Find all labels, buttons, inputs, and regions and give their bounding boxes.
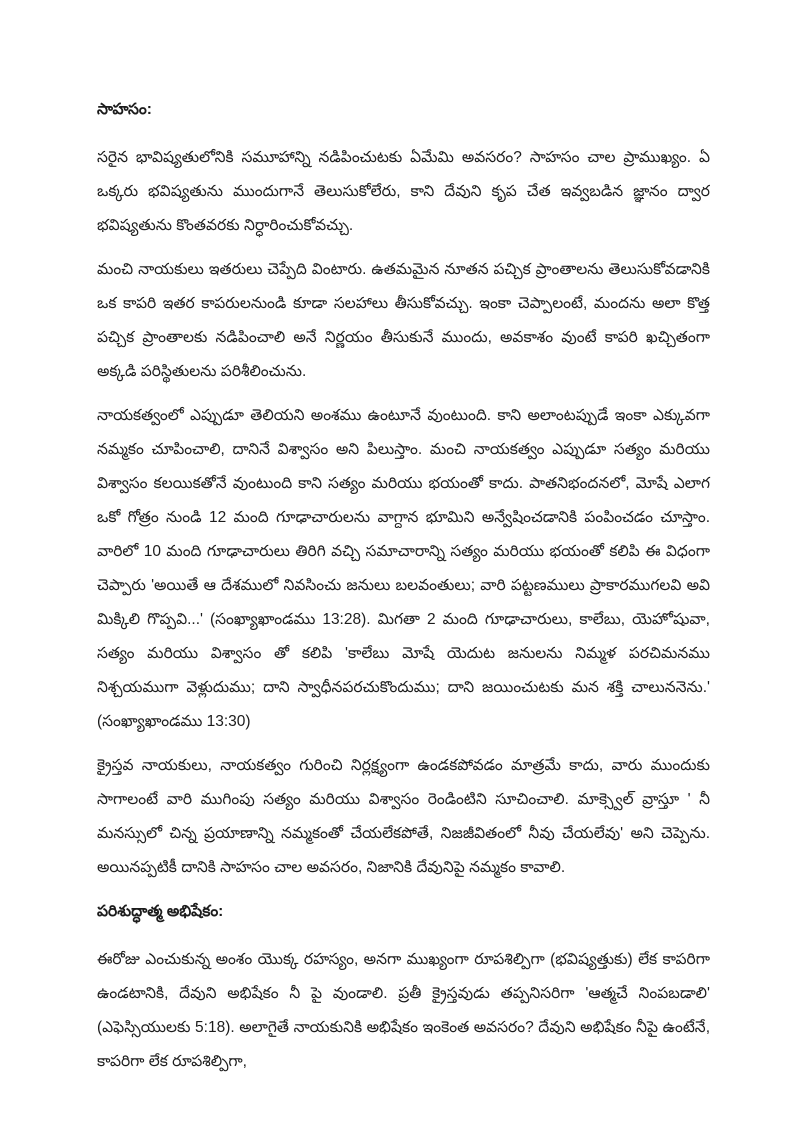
paragraph: క్రైస్తవ నాయకులు, నాయకత్వం గురించి నిర్లక్ష్యంగా ఉండకపోవడం మాత్రమే కాదు, వారు ముందుకు సాగాలంటే వారి ముగింపు సత్యం మరియు విశ్వాసం రెండింటిని సూచించాలి. మాక్స్వెల్ వ్రాస్తూ ' నీ మనస్సులో చిన్న ప్రయాణాన్ని నమ్మకంతో చేయలేకపోతే, నిజజీవితంలో నీవు చేయలేవు' అని చెప్పెను. అయినప్పటికీ దానికి సాహసం చాల అవసరం, నిజానికి దేవునిపై నమ్మకం కావాలి. [97, 757, 710, 876]
paragraph: మంచి నాయకులు ఇతరులు చెప్పేది వింటారు. ఉతమమైన నూతన పచ్చిక ప్రాంతాలను తెలుసుకోవడానికి ఒక కాపరి ఇతర కాపరులనుండి కూడా సలహాలు తీసుకోవచ్చు. ఇంకా చెప్పాలంటే, మందను అలా కొత్త పచ్చిక ప్రాంతాలకు నడిపించాలి అనే నిర్ణయం తీసుకునే ముందు, అవకాశం వుంటే కాపరి ఖచ్చితంగా అక్కడి పరిస్థితులను పరిశీలించును. [97, 261, 710, 380]
paragraph: సరైన భావిష్యతులోనికి సమూహాన్ని నడిపించుటకు ఏమేమి అవసరం? సాహసం చాల ప్రాముఖ్యం. ఏ ఒక్కరు భవిష్యతును ముందుగానే తెలుసుకోలేరు, కాని దేవుని కృప చేత ఇవ్వబడిన జ్ఞానం ద్వార భవిష్యతును కొంతవరకు నిర్ధారించుకోవచ్చు. [97, 149, 710, 234]
paragraph: ఈరోజు ఎంచుకున్న అంశం యొక్క రహస్యం, అనగా ముఖ్యంగా రూపశిల్పిగా (భవిష్యత్తుకు) లేక కాపరిగా ఉండటానికి, దేవుని అభిషేకం నీ పై వుండాలి. ప్రతీ క్రైస్తవుడు తప్పనిసరిగా 'ఆత్మచే నింపబడాలి' (ఎఫెస్సియులకు 5:18). అలాగైతే నాయకునికి అభిషేకం ఇంకెంత అవసరం? దేవుని అభిషేకం నీపై ఉంటేనే, కాపరిగా లేక రూపశిల్పిగా, [97, 951, 710, 1070]
section-heading-holy-spirit-anointing: పరిశుద్ధాత్మ అభిషేకం: [97, 903, 224, 920]
paragraph: నాయకత్వంలో ఎప్పుడూ తెలియని అంశము ఉంటూనే వుంటుంది. కాని అలాంటప్పుడే ఇంకా ఎక్కువగా నమ్మకం చూపించాలి, దానినే విశ్వాసం అని పిలుస్తాం. మంచి నాయకత్వం ఎప్పుడూ సత్యం మరియు విశ్వాసం కలయికతోనే వుంటుంది కాని సత్యం మరియు భయంతో కాదు. పాతనిభందనలో, మోషే ఎలాగ ఒకో గోత్రం నుండి 12 మంది గూఢాచారులను వాగ్దాన భూమిని అన్వేషించడానికి పంపించడం చూస్తాం. వారిలో 10 మంది గూఢాచారులు తిరిగి వచ్చి సమాచారాన్ని సత్యం మరియు భయంతో కలిపి ఈ విధంగా చెప్పారు 'అయితే ఆ దేశములో నివసించు జనులు బలవంతులు; వారి పట్టణములు ప్రాకారముగలవి అవి మిక్కిలి గొప్పవి...' (సంఖ్యాఖాండము 13:28). మిగతా 2 మంది గూఢాచారులు, కాలేబు, యెహోషువా, సత్యం మరియు విశ్వాసం తో కలిపి 'కాలేబు మోషే యెదుట జనులను నిమ్మళ పరచిమనము నిశ్చయముగా వెళ్లుదుము; దాని స్వాధీనపరచుకొందుము; దాని జయించుటకు మన శక్తి చాలుననెను.' (సంఖ్యాఖాండము 13:30) [97, 407, 710, 730]
section-heading-courage: సాహసం: [97, 101, 152, 118]
